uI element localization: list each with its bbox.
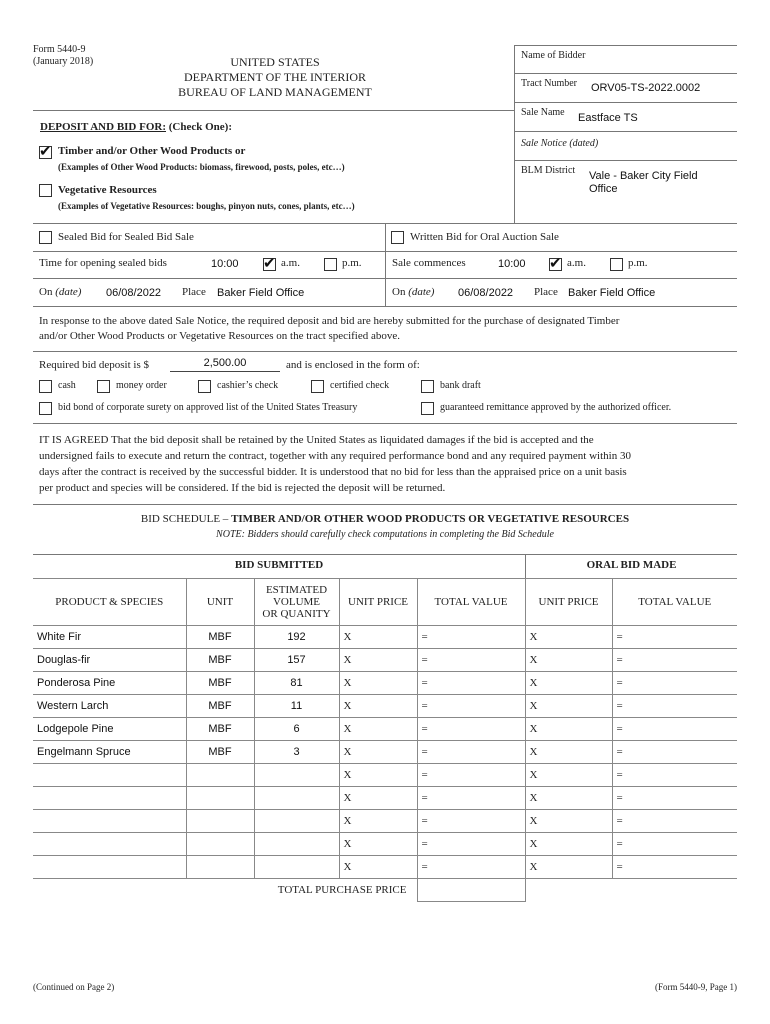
unit-price-cell[interactable]: X bbox=[339, 741, 417, 764]
oral-unit-price-cell[interactable]: X bbox=[525, 695, 612, 718]
col-oral-total-value-header: TOTAL VALUE bbox=[612, 579, 737, 626]
oral-total-value-cell[interactable]: = bbox=[612, 764, 737, 787]
commences-am-checkmark-icon: ✔ bbox=[549, 254, 562, 272]
certified-check-label: certified check bbox=[330, 380, 390, 391]
bidder-name-label: Name of Bidder bbox=[521, 50, 586, 61]
product-cell[interactable]: Lodgepole Pine bbox=[33, 718, 186, 741]
total-value-cell[interactable]: = bbox=[417, 626, 525, 649]
certified-check-checkbox[interactable] bbox=[311, 380, 324, 393]
table-row bbox=[33, 856, 737, 879]
bid-submitted-heading: BID SUBMITTED bbox=[234, 559, 324, 571]
unit-cell[interactable] bbox=[186, 810, 254, 833]
unit-price-cell[interactable]: X bbox=[339, 695, 417, 718]
table-row bbox=[33, 718, 737, 741]
cashiers-check-label: cashier’s check bbox=[217, 380, 279, 391]
oral-total-value-cell[interactable]: = bbox=[612, 741, 737, 764]
opening-am-label: a.m. bbox=[281, 257, 300, 269]
table-row bbox=[33, 649, 737, 672]
oral-unit-price-cell[interactable]: X bbox=[525, 672, 612, 695]
commences-pm-checkbox[interactable] bbox=[610, 258, 623, 271]
table-row bbox=[33, 787, 737, 810]
money-order-label: money order bbox=[116, 380, 167, 391]
bid-bond-checkbox[interactable] bbox=[39, 402, 52, 415]
written-bid-label: Written Bid for Oral Auction Sale bbox=[410, 231, 559, 243]
volume-cell[interactable]: 6 bbox=[254, 718, 339, 741]
unit-cell[interactable]: MBF bbox=[186, 649, 254, 672]
table-row bbox=[33, 741, 737, 764]
total-value-cell[interactable]: = bbox=[417, 672, 525, 695]
oral-total-value-cell[interactable]: = bbox=[612, 649, 737, 672]
volume-cell[interactable] bbox=[254, 856, 339, 879]
unit-cell[interactable]: MBF bbox=[186, 626, 254, 649]
table-row bbox=[33, 764, 737, 787]
sealed-bid-label: Sealed Bid for Sealed Bid Sale bbox=[58, 231, 194, 243]
agreement-line-3: days after the contract is received by the successful bidder. It is understood that no bid for less than the appraised price on a unit basis bbox=[39, 466, 627, 478]
tract-number-field[interactable]: ORV05-TS-2022.0002 bbox=[591, 82, 701, 94]
cash-checkbox[interactable] bbox=[39, 380, 52, 393]
unit-cell[interactable] bbox=[186, 787, 254, 810]
col-total-value-header: TOTAL VALUE bbox=[417, 579, 525, 626]
table-row bbox=[33, 626, 737, 649]
right-place-label: Place bbox=[534, 286, 558, 298]
blm-district-field-line1[interactable]: Vale - Baker City Field bbox=[589, 170, 698, 182]
guaranteed-remittance-label: guaranteed remittance approved by the authorized officer. bbox=[440, 402, 672, 413]
guaranteed-remittance-checkbox[interactable] bbox=[421, 402, 434, 415]
left-place-label: Place bbox=[182, 286, 206, 298]
oral-unit-price-cell[interactable]: X bbox=[525, 649, 612, 672]
oral-total-value-cell[interactable]: = bbox=[612, 833, 737, 856]
total-purchase-price-field[interactable] bbox=[417, 879, 525, 902]
page-number: (Form 5440-9, Page 1) bbox=[655, 982, 737, 992]
total-value-cell[interactable]: = bbox=[417, 741, 525, 764]
opening-time-label: Time for opening sealed bids bbox=[39, 257, 167, 269]
product-cell[interactable]: Engelmann Spruce bbox=[33, 741, 186, 764]
timber-checkmark-icon: ✔ bbox=[39, 142, 52, 160]
oral-unit-price-cell[interactable]: X bbox=[525, 764, 612, 787]
total-value-cell[interactable]: = bbox=[417, 810, 525, 833]
cash-label: cash bbox=[58, 380, 76, 391]
unit-price-cell[interactable]: X bbox=[339, 649, 417, 672]
unit-price-cell[interactable]: X bbox=[339, 764, 417, 787]
oral-total-value-cell[interactable]: = bbox=[612, 718, 737, 741]
total-value-cell[interactable]: = bbox=[417, 856, 525, 879]
opening-pm-label: p.m. bbox=[342, 257, 362, 269]
deposit-amount-field[interactable]: 2,500.00 bbox=[203, 357, 247, 369]
agency-line-2: DEPARTMENT OF THE INTERIOR bbox=[183, 70, 367, 84]
intro-line-1: In response to the above dated Sale Notice, the required deposit and bid are hereby submitted for the purchase of designated Timber bbox=[39, 315, 620, 327]
unit-cell[interactable]: MBF bbox=[186, 672, 254, 695]
col-oral-unit-price-header: UNIT PRICE bbox=[525, 579, 612, 626]
oral-unit-price-cell[interactable]: X bbox=[525, 626, 612, 649]
agency-line-1: UNITED STATES bbox=[230, 55, 320, 69]
oral-total-value-cell[interactable]: = bbox=[612, 626, 737, 649]
commences-am-label: a.m. bbox=[567, 257, 586, 269]
sealed-bid-checkbox[interactable] bbox=[39, 231, 52, 244]
product-cell[interactable] bbox=[33, 787, 186, 810]
unit-cell[interactable]: MBF bbox=[186, 741, 254, 764]
intro-line-2: and/or Other Wood Products or Vegetative Resources on the tract specified above. bbox=[39, 330, 400, 342]
total-value-cell[interactable]: = bbox=[417, 787, 525, 810]
oral-total-value-cell[interactable]: = bbox=[612, 810, 737, 833]
product-cell[interactable] bbox=[33, 856, 186, 879]
deposit-amount-label: Required bid deposit is $ bbox=[39, 359, 149, 371]
oral-unit-price-cell[interactable]: X bbox=[525, 741, 612, 764]
sale-notice-label: Sale Notice (dated) bbox=[521, 138, 599, 149]
schedule-note: NOTE: Bidders should carefully check computations in completing the Bid Schedule bbox=[216, 529, 554, 540]
unit-cell[interactable]: MBF bbox=[186, 718, 254, 741]
vegetative-checkbox[interactable] bbox=[39, 184, 52, 197]
agreement-line-4: per product and species will be considered. If the bid is rejected the deposit will be returned. bbox=[39, 482, 446, 494]
opening-time-field[interactable]: 10:00 bbox=[211, 258, 239, 270]
volume-cell[interactable] bbox=[254, 764, 339, 787]
right-date-label: On (date) bbox=[392, 286, 435, 298]
right-date-field[interactable]: 06/08/2022 bbox=[458, 287, 514, 299]
table-row bbox=[33, 695, 737, 718]
oral-unit-price-cell[interactable]: X bbox=[525, 810, 612, 833]
unit-cell[interactable] bbox=[186, 856, 254, 879]
agreement-line-2: undersigned fails to execute and return the contract, together with any required performance bond and any required payment within 30 bbox=[39, 450, 631, 462]
cashiers-check-checkbox[interactable] bbox=[198, 380, 211, 393]
product-cell[interactable]: Western Larch bbox=[33, 695, 186, 718]
oral-bid-made-heading: ORAL BID MADE bbox=[586, 559, 677, 571]
volume-cell[interactable]: 11 bbox=[254, 695, 339, 718]
product-cell[interactable] bbox=[33, 833, 186, 856]
volume-cell[interactable]: 192 bbox=[254, 626, 339, 649]
table-row bbox=[33, 833, 737, 856]
vegetative-examples: (Examples of Vegetative Resources: boughs, pinyon nuts, cones, plants, etc…) bbox=[58, 201, 355, 211]
product-cell[interactable]: Douglas-fir bbox=[33, 649, 186, 672]
unit-cell[interactable] bbox=[186, 833, 254, 856]
unit-price-cell[interactable]: X bbox=[339, 787, 417, 810]
product-cell[interactable]: White Fir bbox=[33, 626, 186, 649]
oral-total-value-cell[interactable]: = bbox=[612, 695, 737, 718]
col-unit-price-header: UNIT PRICE bbox=[339, 579, 417, 626]
left-place-field[interactable]: Baker Field Office bbox=[217, 287, 305, 299]
total-value-cell[interactable]: = bbox=[417, 649, 525, 672]
product-cell[interactable] bbox=[33, 810, 186, 833]
opening-pm-checkbox[interactable] bbox=[324, 258, 337, 271]
oral-total-value-cell[interactable]: = bbox=[612, 672, 737, 695]
schedule-header-row bbox=[33, 579, 737, 626]
unit-price-cell[interactable]: X bbox=[339, 856, 417, 879]
total-value-cell[interactable]: = bbox=[417, 764, 525, 787]
blm-district-field-line2[interactable]: Office bbox=[589, 183, 618, 195]
timber-label: Timber and/or Other Wood Products or bbox=[58, 145, 246, 157]
timber-examples: (Examples of Other Wood Products: biomass, firewood, posts, poles, etc…) bbox=[58, 162, 345, 172]
continued-note: (Continued on Page 2) bbox=[33, 982, 115, 992]
unit-cell[interactable] bbox=[186, 764, 254, 787]
unit-cell[interactable]: MBF bbox=[186, 695, 254, 718]
total-purchase-price-row bbox=[33, 879, 737, 902]
oral-unit-price-cell[interactable]: X bbox=[525, 856, 612, 879]
sale-name-label: Sale Name bbox=[521, 107, 565, 118]
sale-name-field[interactable]: Eastface TS bbox=[578, 112, 638, 124]
table-row bbox=[33, 810, 737, 833]
vegetative-label: Vegetative Resources bbox=[58, 184, 157, 196]
volume-cell[interactable] bbox=[254, 787, 339, 810]
right-place-field[interactable]: Baker Field Office bbox=[568, 287, 656, 299]
opening-am-checkmark-icon: ✔ bbox=[263, 254, 276, 272]
volume-cell[interactable] bbox=[254, 833, 339, 856]
sale-commences-label: Sale commences bbox=[392, 257, 466, 269]
oral-unit-price-cell[interactable]: X bbox=[525, 718, 612, 741]
form-date: (January 2018) bbox=[33, 56, 94, 67]
bid-bond-label: bid bond of corporate surety on approved list of the United States Treasury bbox=[58, 402, 358, 413]
product-cell[interactable] bbox=[33, 764, 186, 787]
bid-schedule-table bbox=[33, 578, 737, 902]
left-date-field[interactable]: 06/08/2022 bbox=[106, 287, 162, 299]
deposit-enclosed-label: and is enclosed in the form of: bbox=[286, 359, 420, 371]
money-order-checkbox[interactable] bbox=[97, 380, 110, 393]
product-cell[interactable]: Ponderosa Pine bbox=[33, 672, 186, 695]
col-unit-header: UNIT bbox=[186, 579, 254, 626]
commences-pm-label: p.m. bbox=[628, 257, 648, 269]
col-product-header: PRODUCT & SPECIES bbox=[33, 579, 186, 626]
unit-price-cell[interactable]: X bbox=[339, 626, 417, 649]
oral-unit-price-cell[interactable]: X bbox=[525, 833, 612, 856]
agency-line-3: BUREAU OF LAND MANAGEMENT bbox=[178, 85, 372, 99]
oral-unit-price-cell[interactable]: X bbox=[525, 787, 612, 810]
volume-cell[interactable]: 81 bbox=[254, 672, 339, 695]
volume-cell[interactable]: 3 bbox=[254, 741, 339, 764]
blm-district-label: BLM District bbox=[521, 165, 576, 176]
bank-draft-checkbox[interactable] bbox=[421, 380, 434, 393]
volume-cell[interactable] bbox=[254, 810, 339, 833]
volume-cell[interactable]: 157 bbox=[254, 649, 339, 672]
total-value-cell[interactable]: = bbox=[417, 833, 525, 856]
bank-draft-label: bank draft bbox=[440, 380, 481, 391]
col-volume-header: ESTIMATED VOLUME OR QUANITY bbox=[254, 579, 339, 626]
unit-price-cell[interactable]: X bbox=[339, 833, 417, 856]
agreement-line-1: IT IS AGREED That the bid deposit shall be retained by the United States as liquidated damages if the bid is accepted and the bbox=[39, 434, 594, 446]
oral-total-value-cell[interactable]: = bbox=[612, 856, 737, 879]
form-number: Form 5440-9 bbox=[33, 44, 86, 55]
tract-number-label: Tract Number bbox=[521, 78, 578, 89]
unit-price-cell[interactable]: X bbox=[339, 718, 417, 741]
sale-commences-field[interactable]: 10:00 bbox=[498, 258, 526, 270]
total-value-cell[interactable]: = bbox=[417, 695, 525, 718]
left-date-label: On (date) bbox=[39, 286, 82, 298]
table-row bbox=[33, 672, 737, 695]
deposit-heading: DEPOSIT AND BID FOR: (Check One): bbox=[40, 121, 233, 133]
total-value-cell[interactable]: = bbox=[417, 718, 525, 741]
unit-price-cell[interactable]: X bbox=[339, 810, 417, 833]
schedule-title: BID SCHEDULE – TIMBER AND/OR OTHER WOOD PRODUCTS OR VEGETATIVE RESOURCES bbox=[140, 513, 630, 525]
oral-total-value-cell[interactable]: = bbox=[612, 787, 737, 810]
unit-price-cell[interactable]: X bbox=[339, 672, 417, 695]
total-purchase-price-label: TOTAL PURCHASE PRICE bbox=[33, 879, 417, 902]
written-bid-checkbox[interactable] bbox=[391, 231, 404, 244]
